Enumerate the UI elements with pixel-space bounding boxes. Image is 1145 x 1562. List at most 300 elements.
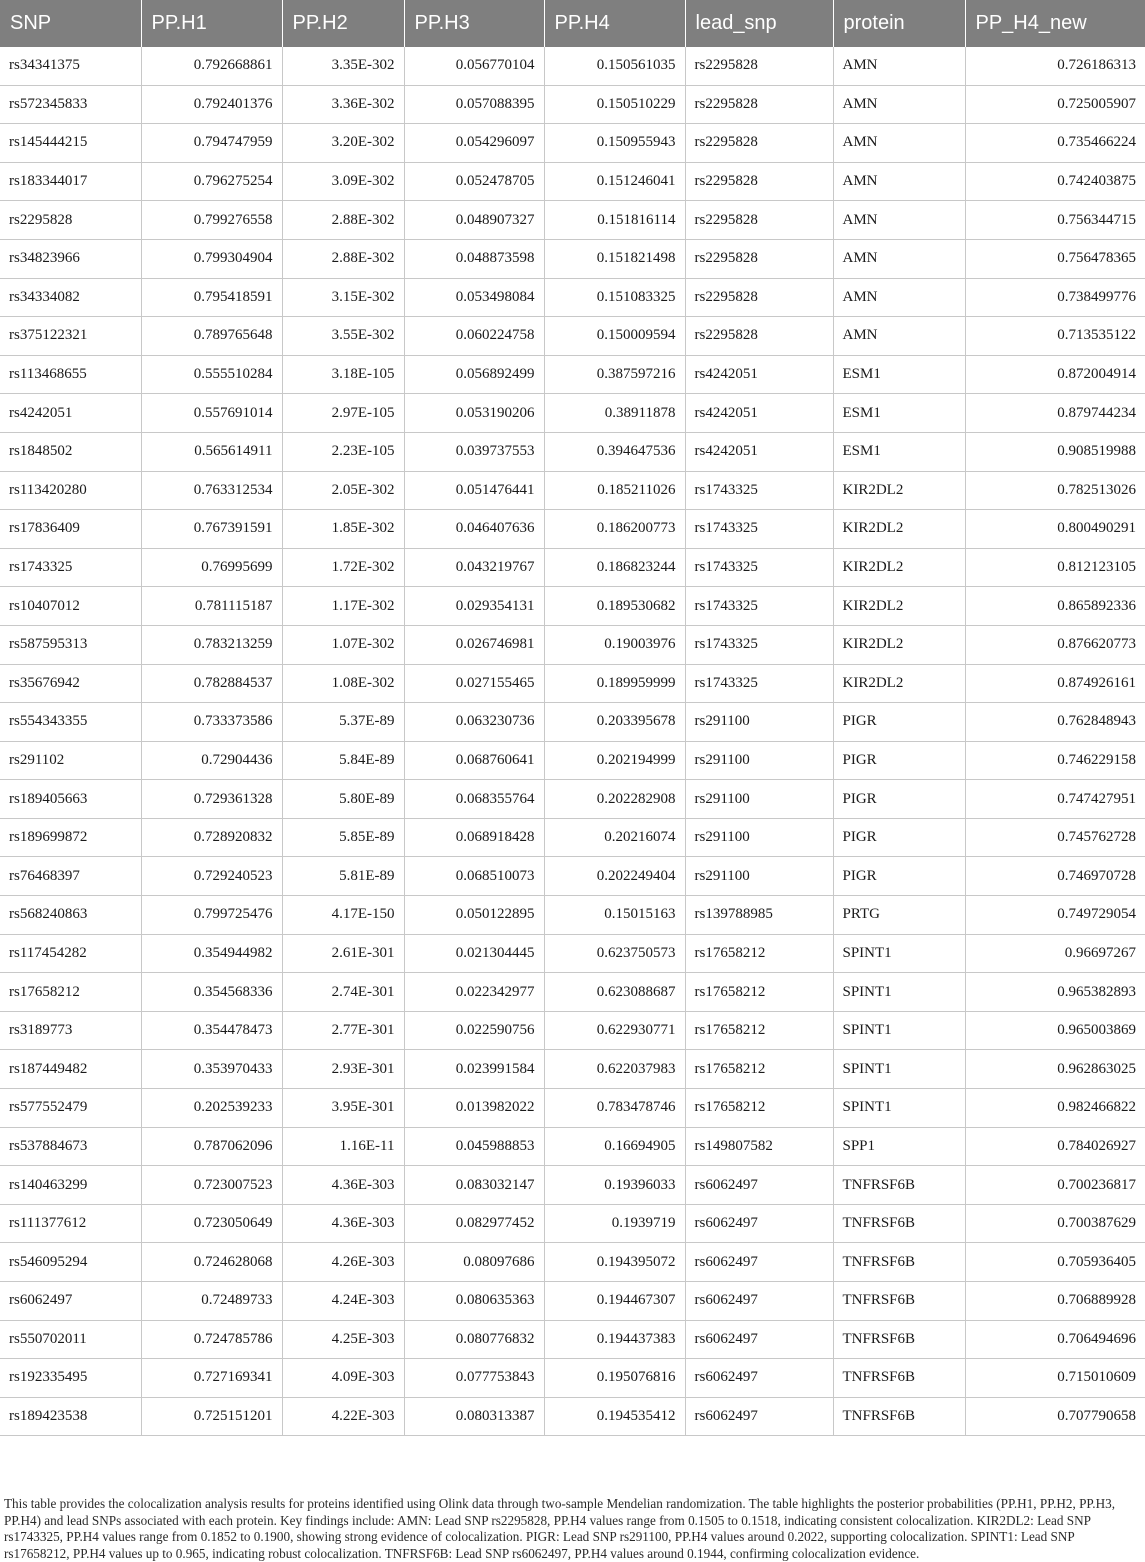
pp-h1-cell: 0.783213259	[141, 625, 282, 664]
pp-h4-cell: 0.16694905	[544, 1127, 685, 1166]
snp-cell: rs117454282	[0, 934, 141, 973]
protein-cell: TNFRSF6B	[833, 1320, 965, 1359]
snp-cell: rs34823966	[0, 239, 141, 278]
pp-h4-new-cell: 0.962863025	[965, 1050, 1145, 1089]
pp-h4-cell: 0.195076816	[544, 1359, 685, 1398]
protein-cell: SPINT1	[833, 1050, 965, 1089]
snp-cell: rs113468655	[0, 355, 141, 394]
pp-h1-cell: 0.733373586	[141, 703, 282, 742]
pp-h4-new-cell: 0.800490291	[965, 510, 1145, 549]
pp-h3-cell: 0.027155465	[404, 664, 544, 703]
pp-h4-new-cell: 0.749729054	[965, 896, 1145, 935]
table-row	[0, 1243, 1145, 1282]
lead-snp-cell: rs1743325	[685, 510, 833, 549]
pp-h2-cell: 2.88E-302	[282, 201, 404, 240]
protein-cell: AMN	[833, 317, 965, 356]
pp-h2-cell: 1.72E-302	[282, 548, 404, 587]
pp-h4-new-cell: 0.865892336	[965, 587, 1145, 626]
protein-cell: AMN	[833, 124, 965, 163]
pp-h2-cell: 2.88E-302	[282, 239, 404, 278]
pp-h2-cell: 4.22E-303	[282, 1397, 404, 1436]
lead-snp-cell: rs17658212	[685, 1050, 833, 1089]
pp-h4-new-cell: 0.700387629	[965, 1204, 1145, 1243]
lead-snp-cell: rs2295828	[685, 162, 833, 201]
table-header-row	[0, 0, 1145, 47]
table-row	[0, 857, 1145, 896]
protein-cell: KIR2DL2	[833, 471, 965, 510]
snp-cell: rs375122321	[0, 317, 141, 356]
pp-h3-cell: 0.08097686	[404, 1243, 544, 1282]
pp-h4-cell: 0.15015163	[544, 896, 685, 935]
pp-h1-cell: 0.723050649	[141, 1204, 282, 1243]
pp-h4-new-cell: 0.747427951	[965, 780, 1145, 819]
pp-h1-cell: 0.354944982	[141, 934, 282, 973]
pp-h4-new-cell: 0.965003869	[965, 1011, 1145, 1050]
protein-cell: PIGR	[833, 741, 965, 780]
pp-h2-cell: 1.07E-302	[282, 625, 404, 664]
column-header-pp-h2: PP.H2	[282, 0, 404, 47]
pp-h4-new-cell: 0.876620773	[965, 625, 1145, 664]
pp-h2-cell: 3.09E-302	[282, 162, 404, 201]
pp-h3-cell: 0.053190206	[404, 394, 544, 433]
pp-h3-cell: 0.054296097	[404, 124, 544, 163]
pp-h3-cell: 0.022342977	[404, 973, 544, 1012]
protein-cell: AMN	[833, 85, 965, 124]
pp-h4-new-cell: 0.756478365	[965, 239, 1145, 278]
table-row	[0, 124, 1145, 163]
pp-h4-new-cell: 0.965382893	[965, 973, 1145, 1012]
table-row	[0, 703, 1145, 742]
snp-cell: rs189423538	[0, 1397, 141, 1436]
pp-h4-cell: 0.150510229	[544, 85, 685, 124]
pp-h2-cell: 2.77E-301	[282, 1011, 404, 1050]
snp-cell: rs1743325	[0, 548, 141, 587]
pp-h1-cell: 0.72489733	[141, 1282, 282, 1321]
pp-h2-cell: 4.36E-303	[282, 1204, 404, 1243]
snp-cell: rs587595313	[0, 625, 141, 664]
lead-snp-cell: rs17658212	[685, 934, 833, 973]
lead-snp-cell: rs17658212	[685, 1011, 833, 1050]
lead-snp-cell: rs6062497	[685, 1282, 833, 1321]
pp-h4-new-cell: 0.705936405	[965, 1243, 1145, 1282]
pp-h4-cell: 0.783478746	[544, 1089, 685, 1128]
table-row	[0, 201, 1145, 240]
pp-h3-cell: 0.080635363	[404, 1282, 544, 1321]
pp-h4-cell: 0.189530682	[544, 587, 685, 626]
pp-h2-cell: 5.37E-89	[282, 703, 404, 742]
lead-snp-cell: rs4242051	[685, 432, 833, 471]
pp-h4-cell: 0.1939719	[544, 1204, 685, 1243]
pp-h3-cell: 0.057088395	[404, 85, 544, 124]
pp-h3-cell: 0.077753843	[404, 1359, 544, 1398]
table-row	[0, 1166, 1145, 1205]
pp-h3-cell: 0.080313387	[404, 1397, 544, 1436]
pp-h2-cell: 2.97E-105	[282, 394, 404, 433]
pp-h4-new-cell: 0.812123105	[965, 548, 1145, 587]
snp-cell: rs572345833	[0, 85, 141, 124]
pp-h2-cell: 3.15E-302	[282, 278, 404, 317]
snp-cell: rs537884673	[0, 1127, 141, 1166]
protein-cell: PIGR	[833, 780, 965, 819]
lead-snp-cell: rs291100	[685, 780, 833, 819]
pp-h3-cell: 0.051476441	[404, 471, 544, 510]
table-row	[0, 510, 1145, 549]
pp-h1-cell: 0.787062096	[141, 1127, 282, 1166]
lead-snp-cell: rs1743325	[685, 664, 833, 703]
table-row	[0, 818, 1145, 857]
table-row	[0, 625, 1145, 664]
protein-cell: TNFRSF6B	[833, 1166, 965, 1205]
lead-snp-cell: rs6062497	[685, 1204, 833, 1243]
protein-cell: KIR2DL2	[833, 625, 965, 664]
table-row	[0, 1204, 1145, 1243]
pp-h1-cell: 0.795418591	[141, 278, 282, 317]
protein-cell: PRTG	[833, 896, 965, 935]
pp-h2-cell: 1.17E-302	[282, 587, 404, 626]
protein-cell: PIGR	[833, 818, 965, 857]
protein-cell: SPINT1	[833, 934, 965, 973]
snp-cell: rs34341375	[0, 47, 141, 85]
table-row	[0, 1089, 1145, 1128]
pp-h4-new-cell: 0.879744234	[965, 394, 1145, 433]
pp-h3-cell: 0.048907327	[404, 201, 544, 240]
lead-snp-cell: rs6062497	[685, 1243, 833, 1282]
table-row	[0, 664, 1145, 703]
lead-snp-cell: rs291100	[685, 703, 833, 742]
lead-snp-cell: rs6062497	[685, 1397, 833, 1436]
table-row	[0, 239, 1145, 278]
protein-cell: SPP1	[833, 1127, 965, 1166]
pp-h4-cell: 0.194395072	[544, 1243, 685, 1282]
protein-cell: TNFRSF6B	[833, 1397, 965, 1436]
pp-h4-cell: 0.623750573	[544, 934, 685, 973]
snp-cell: rs189699872	[0, 818, 141, 857]
pp-h1-cell: 0.723007523	[141, 1166, 282, 1205]
snp-cell: rs17836409	[0, 510, 141, 549]
pp-h2-cell: 3.36E-302	[282, 85, 404, 124]
table-row	[0, 162, 1145, 201]
pp-h1-cell: 0.767391591	[141, 510, 282, 549]
pp-h2-cell: 2.93E-301	[282, 1050, 404, 1089]
pp-h2-cell: 2.74E-301	[282, 973, 404, 1012]
snp-cell: rs546095294	[0, 1243, 141, 1282]
lead-snp-cell: rs4242051	[685, 355, 833, 394]
pp-h1-cell: 0.727169341	[141, 1359, 282, 1398]
pp-h2-cell: 4.24E-303	[282, 1282, 404, 1321]
pp-h3-cell: 0.013982022	[404, 1089, 544, 1128]
snp-cell: rs76468397	[0, 857, 141, 896]
pp-h2-cell: 4.25E-303	[282, 1320, 404, 1359]
pp-h4-new-cell: 0.908519988	[965, 432, 1145, 471]
snp-cell: rs3189773	[0, 1011, 141, 1050]
pp-h3-cell: 0.080776832	[404, 1320, 544, 1359]
protein-cell: AMN	[833, 47, 965, 85]
pp-h4-cell: 0.20216074	[544, 818, 685, 857]
pp-h1-cell: 0.728920832	[141, 818, 282, 857]
pp-h4-new-cell: 0.746229158	[965, 741, 1145, 780]
pp-h4-cell: 0.151821498	[544, 239, 685, 278]
pp-h4-cell: 0.194467307	[544, 1282, 685, 1321]
table-row	[0, 587, 1145, 626]
pp-h3-cell: 0.046407636	[404, 510, 544, 549]
protein-cell: AMN	[833, 239, 965, 278]
pp-h4-new-cell: 0.738499776	[965, 278, 1145, 317]
lead-snp-cell: rs2295828	[685, 85, 833, 124]
pp-h4-cell: 0.151083325	[544, 278, 685, 317]
protein-cell: TNFRSF6B	[833, 1243, 965, 1282]
table-row	[0, 1320, 1145, 1359]
pp-h3-cell: 0.083032147	[404, 1166, 544, 1205]
snp-cell: rs34334082	[0, 278, 141, 317]
pp-h2-cell: 3.18E-105	[282, 355, 404, 394]
pp-h4-new-cell: 0.872004914	[965, 355, 1145, 394]
pp-h2-cell: 2.05E-302	[282, 471, 404, 510]
pp-h4-cell: 0.394647536	[544, 432, 685, 471]
pp-h3-cell: 0.026746981	[404, 625, 544, 664]
table-row	[0, 1050, 1145, 1089]
column-header-pp-h4-new: PP_H4_new	[965, 0, 1145, 47]
pp-h3-cell: 0.043219767	[404, 548, 544, 587]
pp-h4-new-cell: 0.762848943	[965, 703, 1145, 742]
protein-cell: AMN	[833, 162, 965, 201]
snp-cell: rs192335495	[0, 1359, 141, 1398]
pp-h3-cell: 0.056770104	[404, 47, 544, 85]
pp-h4-cell: 0.150009594	[544, 317, 685, 356]
pp-h2-cell: 1.85E-302	[282, 510, 404, 549]
protein-cell: KIR2DL2	[833, 510, 965, 549]
pp-h2-cell: 3.35E-302	[282, 47, 404, 85]
table-body	[0, 47, 1145, 1436]
protein-cell: ESM1	[833, 394, 965, 433]
pp-h1-cell: 0.799725476	[141, 896, 282, 935]
pp-h4-cell: 0.38911878	[544, 394, 685, 433]
protein-cell: SPINT1	[833, 1011, 965, 1050]
pp-h3-cell: 0.082977452	[404, 1204, 544, 1243]
table-row	[0, 973, 1145, 1012]
pp-h4-cell: 0.151246041	[544, 162, 685, 201]
pp-h1-cell: 0.557691014	[141, 394, 282, 433]
snp-cell: rs1848502	[0, 432, 141, 471]
protein-cell: SPINT1	[833, 1089, 965, 1128]
lead-snp-cell: rs17658212	[685, 973, 833, 1012]
pp-h1-cell: 0.789765648	[141, 317, 282, 356]
protein-cell: ESM1	[833, 355, 965, 394]
column-header-protein: protein	[833, 0, 965, 47]
pp-h3-cell: 0.050122895	[404, 896, 544, 935]
pp-h4-cell: 0.202194999	[544, 741, 685, 780]
pp-h4-new-cell: 0.735466224	[965, 124, 1145, 163]
snp-cell: rs187449482	[0, 1050, 141, 1089]
lead-snp-cell: rs1743325	[685, 471, 833, 510]
snp-cell: rs140463299	[0, 1166, 141, 1205]
pp-h4-new-cell: 0.706494696	[965, 1320, 1145, 1359]
pp-h4-cell: 0.151816114	[544, 201, 685, 240]
snp-cell: rs577552479	[0, 1089, 141, 1128]
lead-snp-cell: rs2295828	[685, 47, 833, 85]
pp-h2-cell: 5.84E-89	[282, 741, 404, 780]
protein-cell: PIGR	[833, 857, 965, 896]
pp-h1-cell: 0.724785786	[141, 1320, 282, 1359]
pp-h2-cell: 2.23E-105	[282, 432, 404, 471]
pp-h1-cell: 0.729361328	[141, 780, 282, 819]
pp-h1-cell: 0.555510284	[141, 355, 282, 394]
pp-h4-cell: 0.150955943	[544, 124, 685, 163]
pp-h4-new-cell: 0.713535122	[965, 317, 1145, 356]
pp-h4-cell: 0.185211026	[544, 471, 685, 510]
lead-snp-cell: rs2295828	[685, 317, 833, 356]
pp-h4-cell: 0.150561035	[544, 47, 685, 85]
lead-snp-cell: rs2295828	[685, 239, 833, 278]
pp-h4-cell: 0.202249404	[544, 857, 685, 896]
pp-h1-cell: 0.354568336	[141, 973, 282, 1012]
table-row	[0, 1127, 1145, 1166]
protein-cell: TNFRSF6B	[833, 1359, 965, 1398]
pp-h3-cell: 0.022590756	[404, 1011, 544, 1050]
lead-snp-cell: rs291100	[685, 857, 833, 896]
pp-h4-new-cell: 0.746970728	[965, 857, 1145, 896]
pp-h4-new-cell: 0.726186313	[965, 47, 1145, 85]
pp-h1-cell: 0.799304904	[141, 239, 282, 278]
table-row	[0, 1282, 1145, 1321]
pp-h1-cell: 0.202539233	[141, 1089, 282, 1128]
pp-h4-new-cell: 0.700236817	[965, 1166, 1145, 1205]
table-row	[0, 47, 1145, 85]
table-row	[0, 780, 1145, 819]
pp-h3-cell: 0.039737553	[404, 432, 544, 471]
protein-cell: AMN	[833, 201, 965, 240]
table-row	[0, 317, 1145, 356]
pp-h1-cell: 0.782884537	[141, 664, 282, 703]
table-row	[0, 741, 1145, 780]
pp-h1-cell: 0.796275254	[141, 162, 282, 201]
pp-h4-new-cell: 0.96697267	[965, 934, 1145, 973]
lead-snp-cell: rs6062497	[685, 1166, 833, 1205]
pp-h3-cell: 0.068355764	[404, 780, 544, 819]
pp-h3-cell: 0.048873598	[404, 239, 544, 278]
pp-h4-new-cell: 0.782513026	[965, 471, 1145, 510]
pp-h3-cell: 0.045988853	[404, 1127, 544, 1166]
pp-h1-cell: 0.799276558	[141, 201, 282, 240]
pp-h1-cell: 0.353970433	[141, 1050, 282, 1089]
snp-cell: rs4242051	[0, 394, 141, 433]
pp-h3-cell: 0.060224758	[404, 317, 544, 356]
column-header-pp-h3: PP.H3	[404, 0, 544, 47]
lead-snp-cell: rs291100	[685, 741, 833, 780]
pp-h4-cell: 0.387597216	[544, 355, 685, 394]
pp-h4-cell: 0.622930771	[544, 1011, 685, 1050]
pp-h4-new-cell: 0.715010609	[965, 1359, 1145, 1398]
pp-h3-cell: 0.029354131	[404, 587, 544, 626]
pp-h4-new-cell: 0.982466822	[965, 1089, 1145, 1128]
lead-snp-cell: rs139788985	[685, 896, 833, 935]
lead-snp-cell: rs6062497	[685, 1359, 833, 1398]
lead-snp-cell: rs2295828	[685, 124, 833, 163]
pp-h4-cell: 0.203395678	[544, 703, 685, 742]
snp-cell: rs550702011	[0, 1320, 141, 1359]
pp-h3-cell: 0.068760641	[404, 741, 544, 780]
pp-h2-cell: 4.09E-303	[282, 1359, 404, 1398]
pp-h4-cell: 0.19396033	[544, 1166, 685, 1205]
pp-h2-cell: 4.26E-303	[282, 1243, 404, 1282]
pp-h4-cell: 0.622037983	[544, 1050, 685, 1089]
snp-cell: rs111377612	[0, 1204, 141, 1243]
pp-h4-new-cell: 0.707790658	[965, 1397, 1145, 1436]
pp-h4-new-cell: 0.742403875	[965, 162, 1145, 201]
pp-h2-cell: 1.08E-302	[282, 664, 404, 703]
pp-h1-cell: 0.781115187	[141, 587, 282, 626]
pp-h3-cell: 0.063230736	[404, 703, 544, 742]
snp-cell: rs35676942	[0, 664, 141, 703]
column-header-snp: SNP	[0, 0, 141, 47]
protein-cell: KIR2DL2	[833, 664, 965, 703]
lead-snp-cell: rs17658212	[685, 1089, 833, 1128]
pp-h4-cell: 0.186200773	[544, 510, 685, 549]
pp-h1-cell: 0.725151201	[141, 1397, 282, 1436]
lead-snp-cell: rs4242051	[685, 394, 833, 433]
table-row	[0, 355, 1145, 394]
protein-cell: ESM1	[833, 432, 965, 471]
protein-cell: TNFRSF6B	[833, 1204, 965, 1243]
snp-cell: rs183344017	[0, 162, 141, 201]
protein-cell: AMN	[833, 278, 965, 317]
pp-h2-cell: 3.95E-301	[282, 1089, 404, 1128]
lead-snp-cell: rs6062497	[685, 1320, 833, 1359]
snp-cell: rs145444215	[0, 124, 141, 163]
column-header-pp-h1: PP.H1	[141, 0, 282, 47]
lead-snp-cell: rs1743325	[685, 587, 833, 626]
pp-h2-cell: 5.80E-89	[282, 780, 404, 819]
pp-h4-new-cell: 0.745762728	[965, 818, 1145, 857]
pp-h4-cell: 0.186823244	[544, 548, 685, 587]
pp-h1-cell: 0.792401376	[141, 85, 282, 124]
pp-h4-new-cell: 0.756344715	[965, 201, 1145, 240]
snp-cell: rs10407012	[0, 587, 141, 626]
table-row	[0, 934, 1145, 973]
pp-h3-cell: 0.053498084	[404, 278, 544, 317]
table-row	[0, 1011, 1145, 1050]
table-row	[0, 471, 1145, 510]
snp-cell: rs189405663	[0, 780, 141, 819]
table-caption: This table provides the colocalization analysis results for proteins identified using Olink data through two-sample Mendelian randomization. The table highlights the posterior probabilities (PP.H1, PP.H2, PP.H3, PP.H4) and lead SNPs associated with each protein. Key findings include: AMN: Lead SNP rs2295828, PP.H4 values range from 0.1505 to 0.1518, indicating consistent colocalization. KIR2DL2: Lead SNP rs1743325, PP.H4 values range from 0.1852 to 0.1900, showing strong evidence of colocalization. PIGR: Lead SNP rs291100, PP.H4 values around 0.2022, supporting colocalization. SPINT1: Lead SNP rs17658212, PP.H4 values up to 0.965, indicating robust colocalization. TNFRSF6B: Lead SNP rs6062497, PP.H4 values around 0.1944, confirming colocalization evidence.	[4, 1496, 1115, 1561]
pp-h4-new-cell: 0.784026927	[965, 1127, 1145, 1166]
pp-h4-cell: 0.194535412	[544, 1397, 685, 1436]
pp-h3-cell: 0.068918428	[404, 818, 544, 857]
pp-h3-cell: 0.056892499	[404, 355, 544, 394]
lead-snp-cell: rs149807582	[685, 1127, 833, 1166]
table-row	[0, 278, 1145, 317]
pp-h1-cell: 0.763312534	[141, 471, 282, 510]
lead-snp-cell: rs291100	[685, 818, 833, 857]
pp-h4-new-cell: 0.725005907	[965, 85, 1145, 124]
table-row	[0, 548, 1145, 587]
pp-h1-cell: 0.565614911	[141, 432, 282, 471]
pp-h1-cell: 0.354478473	[141, 1011, 282, 1050]
pp-h2-cell: 1.16E-11	[282, 1127, 404, 1166]
pp-h4-new-cell: 0.874926161	[965, 664, 1145, 703]
pp-h3-cell: 0.021304445	[404, 934, 544, 973]
snp-cell: rs554343355	[0, 703, 141, 742]
pp-h4-cell: 0.623088687	[544, 973, 685, 1012]
protein-cell: KIR2DL2	[833, 587, 965, 626]
table-row	[0, 432, 1145, 471]
snp-cell: rs291102	[0, 741, 141, 780]
lead-snp-cell: rs1743325	[685, 548, 833, 587]
column-header-pp-h4: PP.H4	[544, 0, 685, 47]
protein-cell: KIR2DL2	[833, 548, 965, 587]
pp-h3-cell: 0.023991584	[404, 1050, 544, 1089]
lead-snp-cell: rs1743325	[685, 625, 833, 664]
table-row	[0, 896, 1145, 935]
